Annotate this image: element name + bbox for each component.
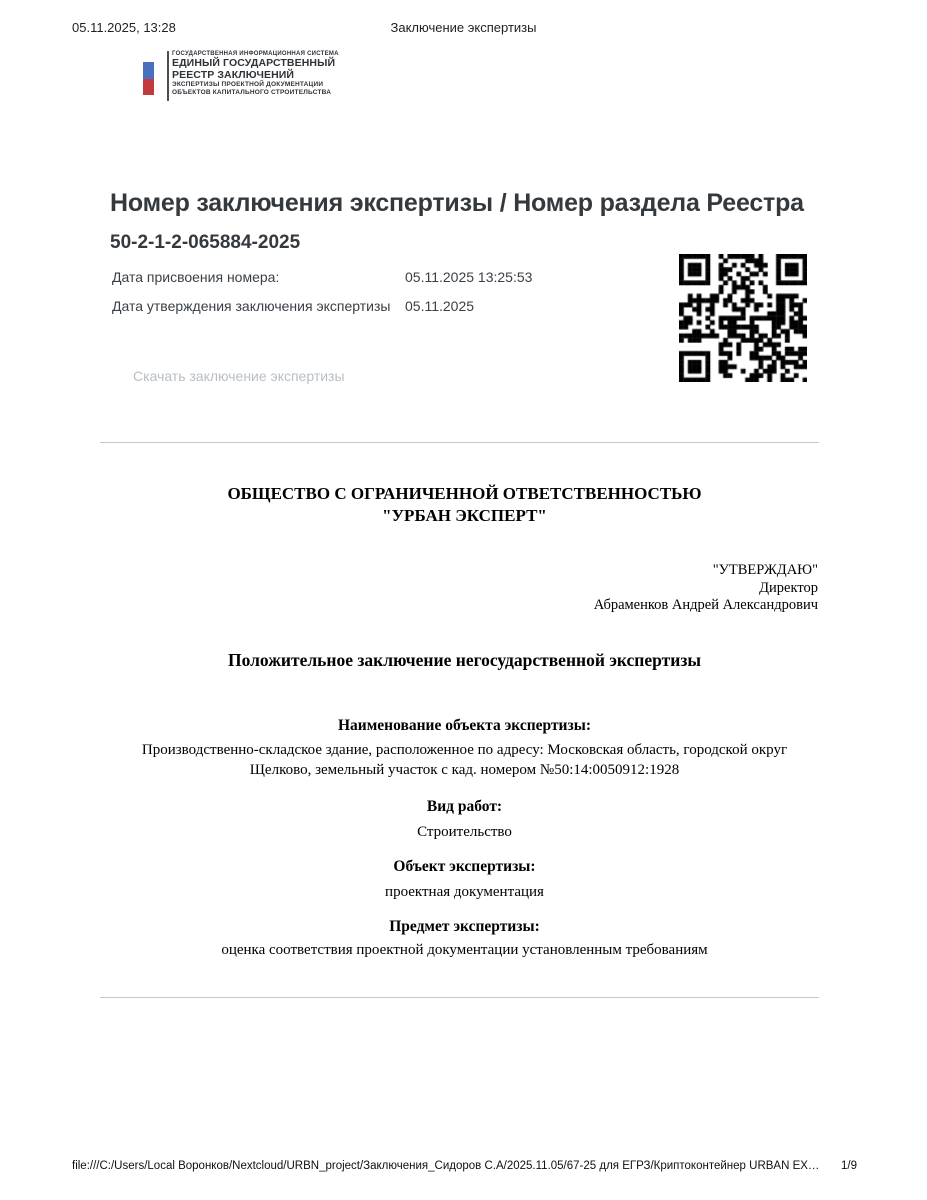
flag-icon <box>143 62 154 95</box>
conclusion-title: Положительное заключение негосударственной экспертизы <box>227 650 702 670</box>
logo-line-registry-2: РЕЕСТР ЗАКЛЮЧЕНИЙ <box>172 68 295 81</box>
download-conclusion-link[interactable]: Скачать заключение экспертизы <box>133 368 345 384</box>
date-approved-row <box>112 298 672 314</box>
section-expertise-object-text: проектная документация <box>385 884 544 900</box>
page-title: Номер заключения экспертизы / Номер раздела Реестра <box>110 189 804 217</box>
company-name-line1: ОБЩЕСТВО С ОГРАНИЧЕННОЙ ОТВЕТСТВЕННОСТЬЮ <box>227 484 702 503</box>
date-assigned-row <box>112 269 672 285</box>
section-work-type-heading: Вид работ: <box>426 798 503 815</box>
logo-line-sub-2: ОБЪЕКТОВ КАПИТАЛЬНОГО СТРОИТЕЛЬСТВА <box>172 89 332 97</box>
section-expertise-subject-text: оценка соответствия проектной документации установленным требованиям <box>221 942 708 958</box>
divider-bottom <box>100 997 819 998</box>
flag-red-half <box>143 79 154 96</box>
section-object-name-heading: Наименование объекта экспертизы: <box>338 717 591 734</box>
approval-role: Директор <box>759 579 818 596</box>
date-assigned-label: Дата присвоения номера: <box>112 269 280 285</box>
dates-table <box>112 269 672 327</box>
flag-blue-half <box>143 62 154 79</box>
logo-divider <box>167 51 169 101</box>
print-document-title: Заключение экспертизы <box>390 20 537 35</box>
approval-block <box>110 562 818 615</box>
conclusion-number: 50-2-1-2-065884-2025 <box>110 232 301 253</box>
section-object-name-text: Производственно-складское здание, расположенное по адресу: Московская область, городской округ Щелково, земельный участок с кад. номером №50:14:0050912:1928 <box>141 742 788 778</box>
date-assigned-value: 05.11.2025 13:25:53 <box>405 269 533 285</box>
print-file-path: file:///C:/Users/Local Воронков/Nextcloud/URBN_project/Заключения_Сидоров С.А/2025.11.05/67-25 для ЕГРЗ/Криптоконтейнер URBAN EX… <box>72 1160 820 1172</box>
approval-quote: "УТВЕРЖДАЮ" <box>712 562 818 578</box>
company-name-line2: "УРБАН ЭКСПЕРТ" <box>382 505 547 525</box>
print-datetime: 05.11.2025, 13:28 <box>72 20 176 35</box>
divider-top <box>100 442 819 443</box>
date-approved-label: Дата утверждения заключения экспертизы <box>112 298 391 314</box>
section-expertise-object-heading: Объект экспертизы: <box>393 858 536 875</box>
logo-text <box>172 50 339 97</box>
section-expertise-subject-heading: Предмет экспертизы: <box>389 918 540 935</box>
section-work-type-text: Строительство <box>417 824 512 840</box>
print-page-indicator: 1/9 <box>841 1160 857 1172</box>
date-approved-value: 05.11.2025 <box>405 298 475 314</box>
qr-code <box>679 254 807 382</box>
logo-line-registry-1: ЕДИНЫЙ ГОСУДАРСТВЕННЫЙ <box>172 57 336 69</box>
company-name <box>110 483 819 526</box>
approval-name: Абраменков Андрей Александрович <box>593 597 818 614</box>
logo-line-sub-1: ЭКСПЕРТИЗЫ ПРОЕКТНОЙ ДОКУМЕНТАЦИИ <box>172 81 324 88</box>
logo-line-system: ГОСУДАРСТВЕННАЯ ИНФОРМАЦИОННАЯ СИСТЕМА <box>172 51 339 57</box>
